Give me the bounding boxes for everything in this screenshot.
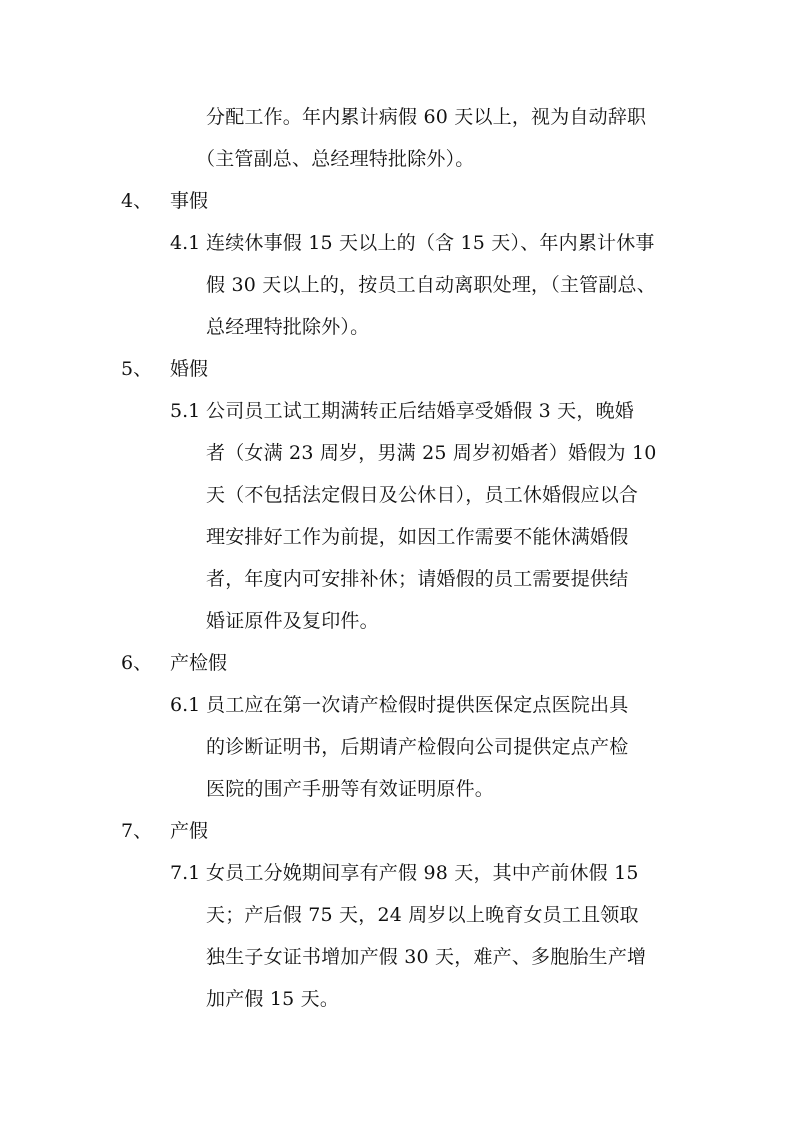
paragraph-line: 医院的围产手册等有效证明原件。 [206, 778, 495, 800]
section-title: 产检假 [170, 652, 228, 674]
section-title: 婚假 [170, 358, 209, 380]
paragraph-line: 者（女满 23 周岁，男满 25 周岁初婚者）婚假为 10 [206, 442, 657, 464]
item-number: 4.1 [170, 232, 201, 254]
paragraph-line: 分配工作。年内累计病假 60 天以上，视为自动辞职 [206, 106, 647, 128]
paragraph-line: （主管副总、总经理特批除外）。 [196, 148, 475, 170]
paragraph-line: 总经理特批除外）。 [206, 316, 370, 338]
paragraph-line: 者，年度内可安排补休；请婚假的员工需要提供结 [206, 568, 629, 590]
paragraph-line: 连续休事假 15 天以上的（含 15 天）、年内累计休事 [206, 232, 655, 254]
paragraph-line: 加产假 15 天。 [206, 988, 340, 1010]
item-number: 6.1 [170, 694, 201, 716]
paragraph-line: 独生子女证书增加产假 30 天，难产、多胞胎生产增 [206, 946, 647, 968]
paragraph-line: 假 30 天以上的，按员工自动离职处理，（主管副总、 [206, 274, 656, 296]
paragraph-line: 女员工分娩期间享有产假 98 天，其中产前休假 15 [206, 862, 639, 884]
section-number: 4、 [121, 190, 153, 212]
paragraph-line: 天；产后假 75 天，24 周岁以上晚育女员工且领取 [206, 904, 639, 926]
item-number: 5.1 [170, 400, 201, 422]
paragraph-line: 员工应在第一次请产检假时提供医保定点医院出具 [206, 694, 629, 716]
section-title: 产假 [170, 820, 209, 842]
section-number: 6、 [121, 652, 153, 674]
paragraph-line: 公司员工试工期满转正后结婚享受婚假 3 天，晚婚 [206, 400, 634, 422]
paragraph-line: 天（不包括法定假日及公休日），员工休婚假应以合 [206, 484, 639, 506]
section-number: 7、 [121, 820, 153, 842]
paragraph-line: 的诊断证明书，后期请产检假向公司提供定点产检 [206, 736, 629, 758]
paragraph-line: 理安排好工作为前提，如因工作需要不能休满婚假 [206, 526, 629, 548]
section-number: 5、 [121, 358, 153, 380]
section-title: 事假 [170, 190, 209, 212]
item-number: 7.1 [170, 862, 201, 884]
paragraph-line: 婚证原件及复印件。 [206, 610, 379, 632]
